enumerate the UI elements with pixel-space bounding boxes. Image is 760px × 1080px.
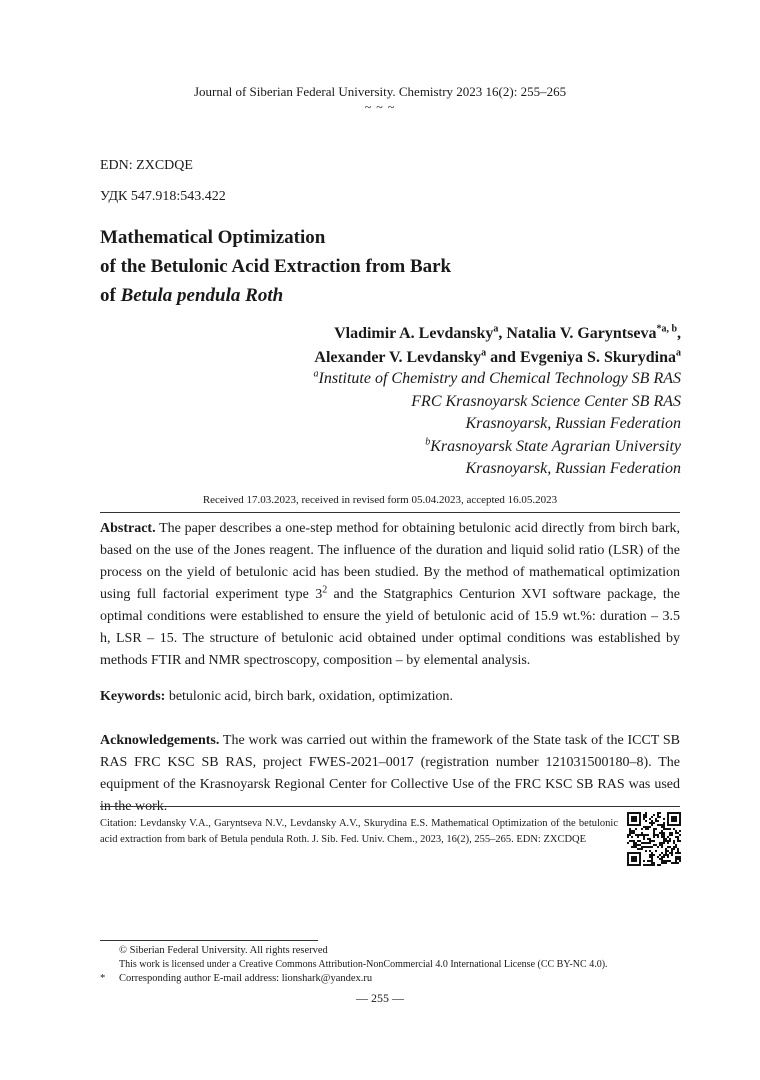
author-separator: ,	[677, 325, 681, 342]
title-line-1: Mathematical Optimization	[100, 227, 326, 248]
affiliations	[314, 368, 681, 481]
udk-id: УДК 547.918:543.422	[100, 189, 226, 204]
keywords	[100, 686, 680, 708]
acknowledgements-label: Acknowledgements.	[100, 733, 220, 748]
author-2: Natalia V. Garyntseva	[506, 325, 657, 342]
footnote-copyright: © Siberian Federal University. All rights reserved	[119, 945, 328, 956]
footnote-divider	[100, 940, 318, 941]
author-2-affil: *a, b	[656, 323, 677, 335]
author-1-affil: a	[493, 323, 499, 335]
acknowledgements-text: The work was carried out within the framework of the State task of the ICCT SB RAS FRC KSC SB RAS, project FWES-2021–0017 (registration number 121031500180–8). The equipment of the Krasnoyarsk Regional Center for Collective Use of the FRC KSC SB RAS was used in the work.	[100, 733, 680, 814]
author-separator: ,	[498, 325, 507, 342]
title-species: Betula pendula Roth	[120, 285, 284, 306]
divider	[100, 512, 680, 513]
received-dates: Received 17.03.2023, received in revised form 05.04.2023, accepted 16.05.2023	[202, 494, 558, 506]
author-3-affil: a	[481, 347, 487, 359]
affiliation-line-3: Krasnoyarsk, Russian Federation	[465, 415, 681, 432]
title-line-3	[100, 281, 451, 310]
abstract-text-a: The paper describes a one-step method for obtaining betulonic acid directly from birch bark, based on the use of the Jones reagent. The influence of the duration and liquid solid ratio (LSR) of the process on the yield of betulonic acid has been studied. By the method of mathematical optimization using full factorial experiment type 3	[100, 521, 680, 602]
header-ornament: ~ ~ ~	[364, 100, 396, 114]
abstract	[100, 518, 680, 672]
author-4: Evgeniya S. Skurydina	[519, 349, 676, 366]
abstract-label: Abstract.	[100, 521, 156, 536]
keywords-text: betulonic acid, birch bark, oxidation, optimization.	[165, 689, 454, 704]
affiliation-line-4: Krasnoyarsk State Agrarian University	[430, 437, 681, 455]
qr-code-icon[interactable]	[627, 812, 681, 866]
abstract-sup: 2	[322, 584, 328, 596]
author-1: Vladimir A. Levdansky	[334, 325, 494, 342]
author-conjunction: and	[486, 349, 520, 366]
affil-marker-a: a	[313, 368, 319, 380]
affiliation-line-2: FRC Krasnoyarsk Science Center SB RAS	[411, 392, 681, 410]
abstract-text-b: and the Statgraphics Centurion XVI software package, the optimal conditions were established to ensure the yield of betulonic acid of 15.9 wt.%: duration – 3.5 h, LSR – 15. The structure of betulonic acid obtained under optimal conditions was established by methods FTIR and NMR spectroscopy, composition – by elemental analysis.	[100, 587, 680, 668]
footnote-star: *	[100, 973, 106, 984]
author-list	[314, 322, 681, 370]
journal-header: Journal of Siberian Federal University. Chemistry 2023 16(2): 255–265	[193, 84, 567, 99]
article-title	[100, 223, 451, 310]
author-3: Alexander V. Levdansky	[314, 349, 482, 366]
affil-marker-b: b	[425, 436, 431, 448]
author-4-affil: a	[676, 347, 681, 359]
title-line-2: of the Betulonic Acid Extraction from Bark	[100, 256, 452, 277]
footnote-corresponding: Corresponding author E-mail address: lionshark@yandex.ru	[119, 973, 373, 984]
page-number: — 255 —	[356, 991, 404, 1005]
acknowledgements	[100, 730, 680, 818]
divider	[100, 806, 680, 807]
keywords-label: Keywords:	[100, 689, 166, 704]
edn-id: EDN: ZXCDQE	[100, 158, 193, 173]
footnote-license: This work is licensed under a Creative Commons Attribution-NonCommercial 4.0 International License (CC BY-NC 4.0).	[119, 959, 608, 970]
citation: Citation: Levdansky V.A., Garyntseva N.V., Levdansky A.V., Skurydina E.S. Mathematical Optimization of the betulonic acid extraction from bark of Betula pendula Roth. J. Sib. Fed. Univ. Chem., 2023, 16(2), 255–265. EDN: ZXCDQE	[100, 818, 618, 845]
affiliation-line-1: Institute of Chemistry and Chemical Technology SB RAS	[318, 370, 681, 387]
affiliation-line-5: Krasnoyarsk, Russian Federation	[465, 460, 681, 477]
title-line-3-prefix: of	[100, 285, 121, 306]
